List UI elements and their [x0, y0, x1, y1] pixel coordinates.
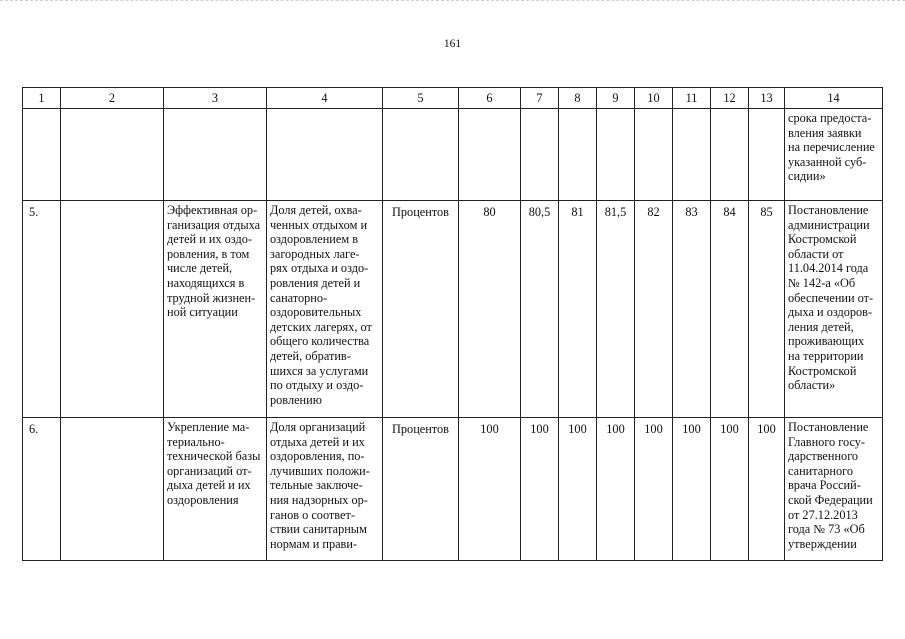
value-cell: 80: [459, 201, 521, 418]
column-number-row: [23, 88, 883, 109]
column-number: 10: [635, 88, 673, 109]
indicator-cell: Доля детей, охва- ченных отдыхом и оздоровлением в загородных лаге- рях отдыха и оздо- ровления детей и санаторно- оздоровительных детских лагерях, от общего количества детей, обратив- шихся за услугами по отдыху и оздо- ровлению: [267, 201, 383, 418]
source-document-cell: Постановление Главного госу- дарственного санитарного врача Россий- ской Федерации от 27.12.2013 года № 73 «Об утверждении: [785, 418, 883, 561]
column-number: 11: [673, 88, 711, 109]
value-cell: 100: [559, 418, 597, 561]
value-cell: 82: [635, 201, 673, 418]
column-number: 3: [164, 88, 267, 109]
empty-cell: [61, 109, 164, 201]
table-row: [23, 109, 883, 201]
source-document-cell: срока предоста- вления заявки на перечисление указанной суб- сидии»: [785, 109, 883, 201]
column-number: 6: [459, 88, 521, 109]
column-number: 12: [711, 88, 749, 109]
value-cell: 100: [711, 418, 749, 561]
task-cell: Укрепление ма- териально- технической базы организаций от- дыха детей и их оздоровления: [164, 418, 267, 561]
value-cell: [749, 109, 785, 201]
column-number: 4: [267, 88, 383, 109]
column-number: 13: [749, 88, 785, 109]
unit-cell: Процентов: [383, 201, 459, 418]
value-cell: 85: [749, 201, 785, 418]
indicator-table: [22, 87, 883, 561]
value-cell: 100: [521, 418, 559, 561]
top-scan-edge: [0, 0, 905, 3]
empty-cell: [61, 418, 164, 561]
value-cell: [459, 109, 521, 201]
value-cell: [559, 109, 597, 201]
column-number: 8: [559, 88, 597, 109]
unit-cell: [383, 109, 459, 201]
value-cell: 80,5: [521, 201, 559, 418]
value-cell: [597, 109, 635, 201]
column-number: 1: [23, 88, 61, 109]
value-cell: 100: [749, 418, 785, 561]
table-row: [23, 201, 883, 418]
value-cell: 100: [635, 418, 673, 561]
indicator-cell: [267, 109, 383, 201]
empty-cell: [61, 201, 164, 418]
row-number-cell: 5.: [23, 201, 61, 418]
value-cell: 84: [711, 201, 749, 418]
value-cell: 100: [459, 418, 521, 561]
row-number-cell: [23, 109, 61, 201]
indicator-cell: Доля организаций отдыха детей и их оздоровления, по- лучивших положи- тельные заключе- ния надзорных ор- ганов о соответ- ствии санитарным нормам и прави-: [267, 418, 383, 561]
value-cell: [521, 109, 559, 201]
value-cell: [673, 109, 711, 201]
value-cell: 100: [673, 418, 711, 561]
column-number: 9: [597, 88, 635, 109]
page-number: 161: [443, 38, 462, 50]
task-cell: [164, 109, 267, 201]
table-row: [23, 418, 883, 561]
unit-cell: Процентов: [383, 418, 459, 561]
column-number: 5: [383, 88, 459, 109]
value-cell: 81: [559, 201, 597, 418]
column-number: 2: [61, 88, 164, 109]
column-number: 7: [521, 88, 559, 109]
column-number: 14: [785, 88, 883, 109]
value-cell: 83: [673, 201, 711, 418]
value-cell: [635, 109, 673, 201]
value-cell: 81,5: [597, 201, 635, 418]
value-cell: [711, 109, 749, 201]
source-document-cell: Постановление администрации Костромской области от 11.04.2014 года № 142-а «Об обеспечении от- дыха и оздоров- ления детей, проживающих на территории Костромской области»: [785, 201, 883, 418]
task-cell: Эффективная ор- ганизация отдыха детей и их оздо- ровления, в том числе детей, находящихся в трудной жизнен- ной ситуации: [164, 201, 267, 418]
value-cell: 100: [597, 418, 635, 561]
row-number-cell: 6.: [23, 418, 61, 561]
